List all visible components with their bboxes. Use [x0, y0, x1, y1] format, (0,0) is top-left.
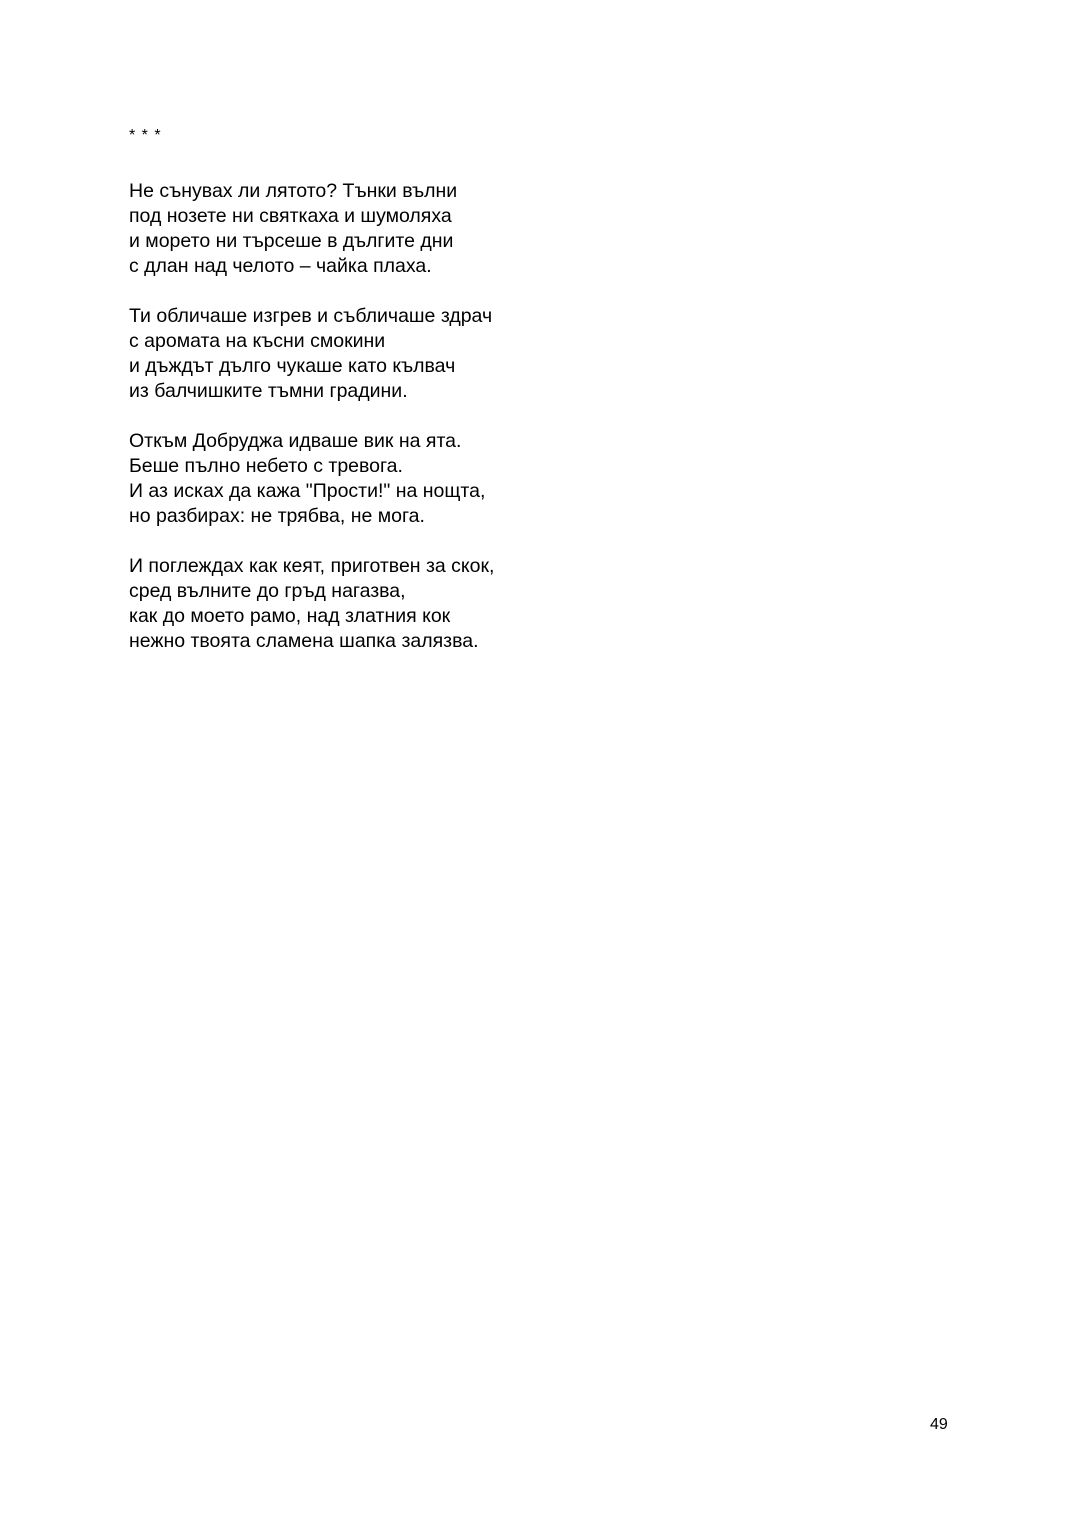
stanza-4 — [129, 554, 829, 654]
poem-line: Не сънувах ли лятото? Тънки вълни — [129, 180, 458, 202]
poem-line: Откъм Добруджа идваше вик на ята. — [129, 430, 462, 452]
poem-line: но разбирах: не трябва, не мога. — [129, 505, 425, 527]
poem-line: И поглеждах как кеят, приготвен за скок, — [129, 555, 495, 577]
stanza-2 — [129, 304, 829, 404]
poem-line: нежно твоята сламена шапка залязва. — [129, 630, 479, 652]
stanza-1 — [129, 179, 829, 279]
poem-line: с аромата на късни смокини — [129, 330, 386, 352]
poem-line: сред вълните до гръд нагазва, — [129, 580, 406, 602]
poem — [129, 179, 829, 679]
poem-line: Беше пълно небето с тревога. — [129, 455, 403, 477]
poem-line: как до моето рамо, над златния кок — [129, 605, 451, 627]
section-separator: * * * — [129, 127, 162, 144]
poem-line: под нозете ни святкаха и шумоляха — [129, 205, 452, 227]
stanza-3 — [129, 429, 829, 529]
page-number: 49 — [930, 1416, 948, 1433]
poem-line: И аз исках да кажа "Прости!" на нощта, — [129, 480, 486, 502]
poem-line: Ти обличаше изгрев и събличаше здрач — [129, 305, 493, 327]
poem-line: из балчишките тъмни градини. — [129, 380, 408, 402]
poem-line: и морето ни търсеше в дългите дни — [129, 230, 454, 252]
poem-line: и дъждът дълго чукаше като кълвач — [129, 355, 456, 377]
poem-line: с длан над челото – чайка плаха. — [129, 255, 432, 277]
